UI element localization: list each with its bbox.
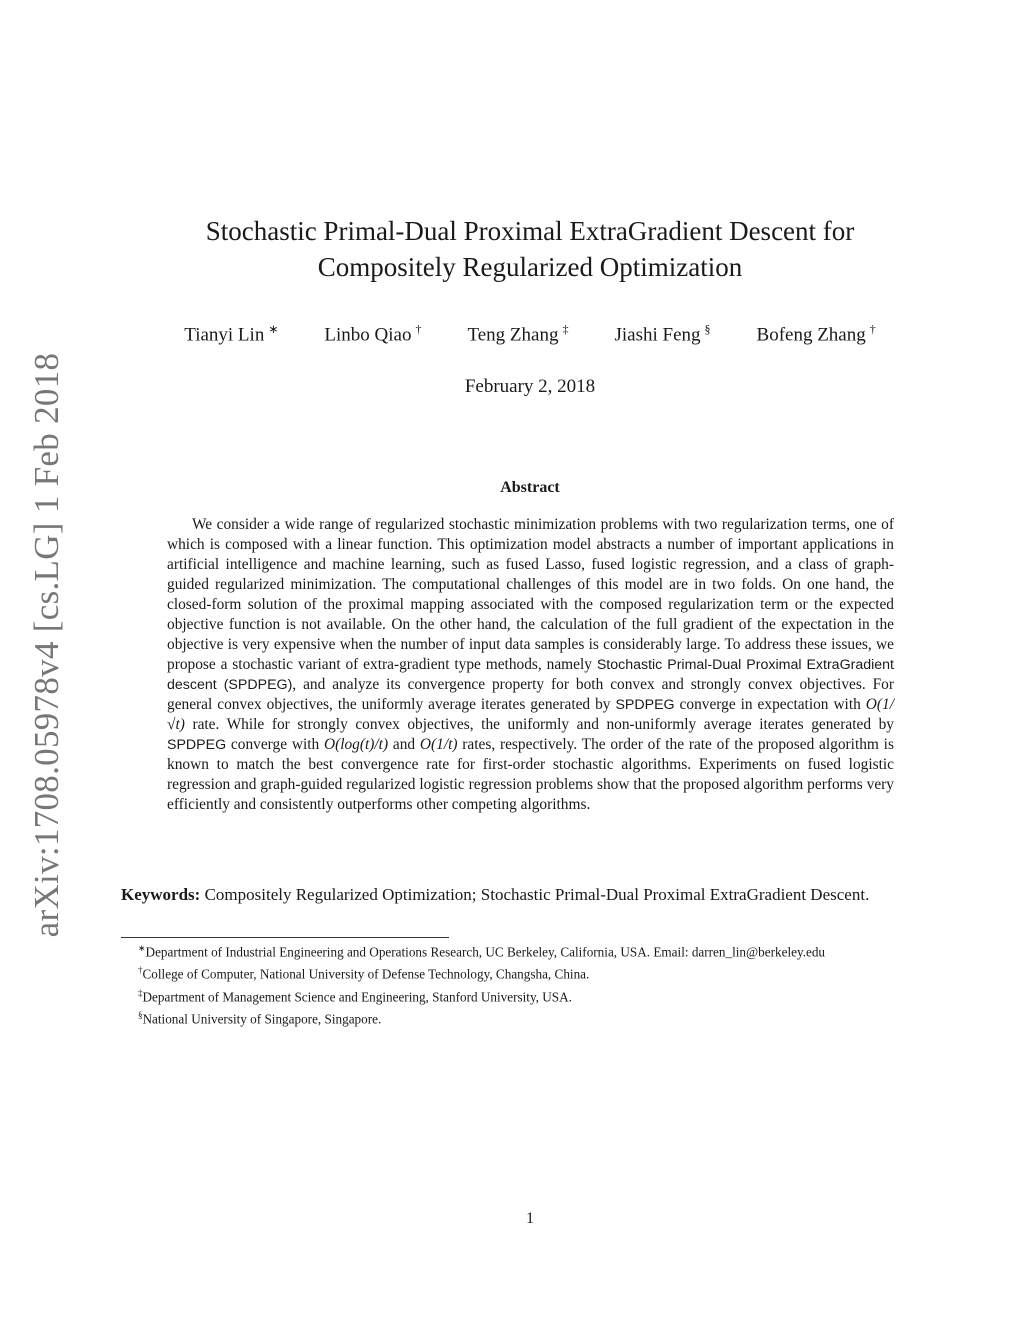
abstract-text: We consider a wide range of regularized stochastic minimization problems with two regularization terms, one of which is composed with a linear function. This optimization model abstracts a number of important applications in artificial intelligence and machine learning, such as fused Lasso, fused logistic regression, and a class of graph-guided regularized minimization. The computational challenges of this model are in two folds. On one hand, the closed-form solution of the proximal mapping associated with the composed regularization term or the expected objective function is not available. On the other hand, the calculation of the full gradient of the expectation in the objective is very expensive when the number of input data samples is considerably large. To address these issues, we propose a stochastic variant of extra-gradient type methods, namely <box>167 516 894 673</box>
footnote-text: College of Computer, National University of Defense Technology, Changsha, China. <box>142 966 590 982</box>
paper-title <box>130 213 930 285</box>
abstract-text: converge with <box>230 736 320 753</box>
footnote-mark: ‡ <box>138 987 143 998</box>
author-name: Tianyi Lin <box>184 324 265 346</box>
rate-formula: O(1/√t) <box>167 696 894 733</box>
author-name: Linbo Qiao <box>324 324 412 346</box>
affiliation-mark: † <box>869 322 876 336</box>
footnote <box>121 984 941 1006</box>
author-bofeng-zhang <box>757 322 876 346</box>
footnote-rule <box>121 937 449 938</box>
abstract-text: rates, respectively. The order of the rate of the proposed algorithm is known to match the best convergence rate for first-order stochastic algorithms. Experiments on fused logistic regression and graph-guided regularized logistic regression problems show that the proposed algorithm performs very efficiently and consistently outperforms other competing algorithms. <box>167 736 894 813</box>
title-line-1: Stochastic Primal-Dual Proximal ExtraGradient Descent for <box>205 216 855 246</box>
abstract-body <box>167 515 894 815</box>
footnote-text: Department of Management Science and Engineering, Stanford University, USA. <box>142 989 572 1005</box>
author-name: Bofeng Zhang <box>756 324 866 346</box>
affiliation-mark: ‡ <box>562 322 569 336</box>
method-acronym: SPDPEG <box>615 697 675 713</box>
author-linbo-qiao <box>324 322 421 346</box>
footnote-text: Department of Industrial Engineering and Operations Research, UC Berkeley, California, USA. Email: darren_lin@berkeley.edu <box>145 944 826 960</box>
author-name: Jiashi Feng <box>614 324 701 346</box>
keywords-label: Keywords: <box>121 885 201 904</box>
footnote <box>121 939 941 961</box>
arxiv-identifier-stamp: arXiv:1708.05978v4 [cs.LG] 1 Feb 2018 <box>27 352 66 938</box>
keywords-text: Compositely Regularized Optimization; Stochastic Primal-Dual Proximal ExtraGradient Descent. <box>204 885 870 904</box>
author-tianyi-lin <box>184 322 278 346</box>
abstract-text: and <box>392 736 416 753</box>
footnote-mark: § <box>138 1010 143 1021</box>
author-teng-zhang <box>467 322 568 346</box>
affiliation-mark: † <box>415 322 422 336</box>
publication-date: February 2, 2018 <box>464 376 596 397</box>
page-number: 1 <box>526 1210 534 1227</box>
abstract-text: converge in expectation with <box>679 696 861 713</box>
author-list <box>130 322 930 346</box>
rate-formula: O(1/t) <box>419 736 458 753</box>
affiliation-mark: ∗ <box>268 322 279 336</box>
title-line-2: Compositely Regularized Optimization <box>317 252 743 282</box>
footnote-mark: † <box>138 965 143 976</box>
author-name: Teng Zhang <box>467 324 559 346</box>
footnote <box>121 961 941 983</box>
footnote-mark: ∗ <box>138 943 146 953</box>
keywords <box>121 884 941 906</box>
footnote-text: National University of Singapore, Singapore. <box>142 1011 382 1027</box>
abstract-heading: Abstract <box>500 479 560 496</box>
rate-formula: O(log(t)/t) <box>323 736 389 753</box>
method-name: Stochastic Primal-Dual Proximal ExtraGradient descent (SPDPEG) <box>167 657 894 693</box>
abstract-text: rate. While for strongly convex objectives, the uniformly and non-uniformly average iterates generated by <box>192 716 894 733</box>
footnotes <box>121 939 941 1029</box>
abstract-text: , and analyze its convergence property for both convex and strongly convex objectives. For general convex objectives, the uniformly average iterates generated by <box>167 676 894 713</box>
author-jiashi-feng <box>614 322 710 346</box>
footnote <box>121 1006 941 1028</box>
affiliation-mark: § <box>704 322 711 336</box>
method-acronym: SPDPEG <box>167 737 227 753</box>
